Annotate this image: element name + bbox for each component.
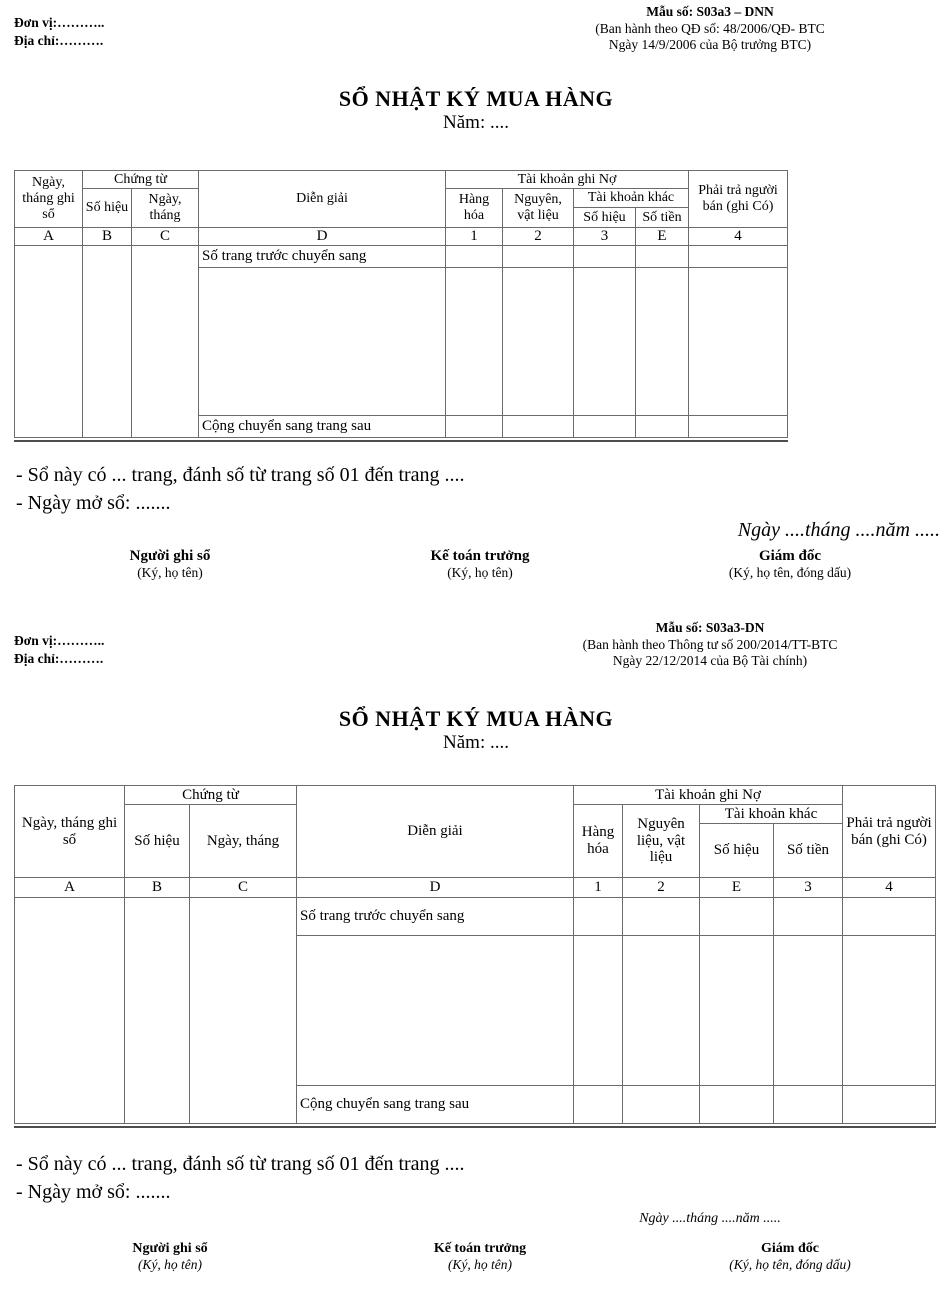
empty-cell: [774, 898, 843, 936]
col-header-materials: Nguyên, vật liệu: [503, 189, 574, 228]
col-key-4: 4: [843, 878, 936, 898]
col-key-d: D: [199, 228, 446, 246]
col-header-other-amount: Số tiền: [636, 208, 689, 228]
carry-forward-row: [15, 898, 936, 936]
note-pages: - Sổ này có ... trang, đánh số từ trang số 01 đến trang ....: [16, 1153, 465, 1175]
signature-director: [640, 1240, 940, 1273]
col-header-payable: Phải trả người bán (ghi Có): [689, 171, 788, 228]
carry-forward-label: Số trang trước chuyển sang: [297, 898, 574, 936]
empty-cell: [636, 246, 689, 268]
section2-form-number-block: [520, 620, 900, 670]
col-key-d: D: [297, 878, 574, 898]
col-header-doc-number: Số hiệu: [125, 805, 190, 878]
form-number: Mẫu số: S03a3-DN: [655, 620, 765, 635]
section1-form-number-block: [520, 4, 900, 54]
note-open-date: - Ngày mở sổ: .......: [16, 1181, 171, 1203]
empty-cell: [689, 416, 788, 438]
empty-cell: [700, 936, 774, 1086]
col-key-c: C: [190, 878, 297, 898]
empty-cell: [700, 1086, 774, 1124]
section2-page-title: SỔ NHẬT KÝ MUA HÀNG: [338, 706, 614, 731]
section2-table-wrap: [14, 785, 936, 1128]
signature-title: Kế toán trưởng: [430, 548, 530, 564]
col-header-goods: Hàng hóa: [446, 189, 503, 228]
col-key-e: E: [700, 878, 774, 898]
empty-cell: [15, 898, 125, 1124]
col-header-goods: Hàng hóa: [574, 805, 623, 878]
signature-chief-accountant: [330, 1240, 630, 1273]
col-header-date: Ngày, tháng ghi sổ: [15, 171, 83, 228]
empty-cell: [623, 1086, 700, 1124]
col-key-e: E: [636, 228, 689, 246]
empty-cell: [297, 936, 574, 1086]
col-header-doc-date: Ngày, tháng: [132, 189, 199, 228]
empty-cell: [843, 936, 936, 1086]
signature-subtitle: (Ký, họ tên): [447, 1257, 513, 1272]
empty-cell: [574, 898, 623, 936]
signature-subtitle: (Ký, họ tên): [137, 1257, 203, 1272]
note-pages: - Sổ này có ... trang, đánh số từ trang số 01 đến trang ....: [16, 464, 465, 486]
signature-subtitle: (Ký, họ tên): [137, 565, 203, 580]
address-label: Địa chỉ:……….: [14, 651, 104, 666]
section1-year-line: Năm: ....: [443, 112, 509, 133]
col-header-date: Ngày, tháng ghi sổ: [15, 786, 125, 878]
col-key-4: 4: [689, 228, 788, 246]
empty-cell: [199, 268, 446, 416]
empty-cell: [574, 268, 636, 416]
col-group-other-accounts: Tài khoản khác: [700, 805, 843, 824]
date-place-line: Ngày ....tháng ....năm .....: [639, 1211, 781, 1226]
signature-chief-accountant: [330, 548, 630, 581]
empty-cell: [132, 246, 199, 438]
col-key-c: C: [132, 228, 199, 246]
empty-cell: [125, 898, 190, 1124]
col-key-3: 3: [574, 228, 636, 246]
issued-line-2: Ngày 22/12/2014 của Bộ Tài chính): [612, 653, 808, 668]
unit-label: Đơn vị:………..: [14, 15, 105, 30]
col-header-doc-number: Số hiệu: [83, 189, 132, 228]
empty-cell: [190, 898, 297, 1124]
empty-cell: [689, 268, 788, 416]
carry-next-label: Cộng chuyển sang trang sau: [297, 1086, 574, 1124]
issued-line-2: Ngày 14/9/2006 của Bộ trưởng BTC): [608, 37, 812, 52]
signature-director: [640, 548, 940, 581]
issued-line-1: (Ban hành theo QĐ số: 48/2006/QĐ- BTC: [595, 20, 825, 36]
empty-cell: [574, 416, 636, 438]
journal-table-2014: [14, 785, 936, 1124]
col-key-1: 1: [446, 228, 503, 246]
section2-unit-block: [14, 632, 234, 668]
note-open-date: - Ngày mở sổ: .......: [16, 492, 171, 514]
empty-cell: [574, 936, 623, 1086]
carry-forward-label: Số trang trước chuyển sang: [199, 246, 446, 268]
col-header-other-number: Số hiệu: [700, 824, 774, 878]
empty-cell: [774, 1086, 843, 1124]
section1-page-title: SỔ NHẬT KÝ MUA HÀNG: [338, 86, 614, 111]
col-group-document: Chứng từ: [83, 171, 199, 189]
col-key-a: A: [15, 228, 83, 246]
section1-table-wrap: [14, 170, 788, 442]
col-header-materials: Nguyên liệu, vật liệu: [623, 805, 700, 878]
journal-table-2006: [14, 170, 788, 438]
col-header-other-amount: Số tiền: [774, 824, 843, 878]
empty-cell: [503, 246, 574, 268]
signature-subtitle: (Ký, họ tên): [447, 565, 513, 580]
signature-title: Giám đốc: [761, 1241, 819, 1256]
col-key-1: 1: [574, 878, 623, 898]
empty-cell: [636, 268, 689, 416]
date-place-line: Ngày ....tháng ....năm .....: [737, 519, 940, 541]
section1-unit-block: [14, 14, 234, 50]
col-key-2: 2: [623, 878, 700, 898]
empty-cell: [574, 246, 636, 268]
empty-cell: [689, 246, 788, 268]
col-key-a: A: [15, 878, 125, 898]
empty-cell: [843, 1086, 936, 1124]
empty-cell: [503, 416, 574, 438]
signature-subtitle: (Ký, họ tên, đóng dấu): [729, 1257, 851, 1272]
signature-recorder: [20, 548, 320, 581]
col-key-3: 3: [774, 878, 843, 898]
col-group-document: Chứng từ: [125, 786, 297, 805]
unit-label: Đơn vị:………..: [14, 633, 105, 648]
empty-cell: [843, 898, 936, 936]
empty-cell: [446, 268, 503, 416]
col-key-b: B: [125, 878, 190, 898]
signature-title: Giám đốc: [758, 548, 822, 564]
signature-title: Kế toán trưởng: [433, 1241, 527, 1256]
empty-cell: [83, 246, 132, 438]
col-header-other-number: Số hiệu: [574, 208, 636, 228]
empty-cell: [446, 246, 503, 268]
signature-recorder: [20, 1240, 320, 1273]
empty-cell: [774, 936, 843, 1086]
issued-line-1: (Ban hành theo Thông tư số 200/2014/TT-BTC: [582, 636, 838, 652]
signature-subtitle: (Ký, họ tên, đóng dấu): [728, 565, 852, 580]
col-group-debit-accounts: Tài khoản ghi Nợ: [574, 786, 843, 805]
empty-cell: [623, 936, 700, 1086]
empty-cell: [15, 246, 83, 438]
col-key-b: B: [83, 228, 132, 246]
carry-forward-row: [15, 246, 788, 268]
empty-cell: [446, 416, 503, 438]
col-group-other-accounts: Tài khoản khác: [574, 189, 689, 208]
col-key-2: 2: [503, 228, 574, 246]
section2-year-line: Năm: ....: [443, 732, 509, 753]
empty-cell: [623, 898, 700, 936]
empty-cell: [700, 898, 774, 936]
col-group-debit-accounts: Tài khoản ghi Nợ: [446, 171, 689, 189]
col-header-description: Diễn giải: [199, 171, 446, 228]
column-key-row: [15, 878, 936, 898]
form-number: Mẫu số: S03a3 – DNN: [646, 4, 774, 19]
signature-title: Người ghi sổ: [132, 1241, 208, 1256]
col-header-payable: Phải trả người bán (ghi Có): [843, 786, 936, 878]
empty-cell: [574, 1086, 623, 1124]
carry-next-label: Cộng chuyển sang trang sau: [199, 416, 446, 438]
col-header-doc-date: Ngày, tháng: [190, 805, 297, 878]
column-key-row: [15, 228, 788, 246]
address-label: Địa chỉ:……….: [14, 33, 104, 48]
signature-title: Người ghi sổ: [129, 548, 211, 564]
empty-cell: [636, 416, 689, 438]
col-header-description: Diễn giải: [297, 786, 574, 878]
empty-cell: [503, 268, 574, 416]
